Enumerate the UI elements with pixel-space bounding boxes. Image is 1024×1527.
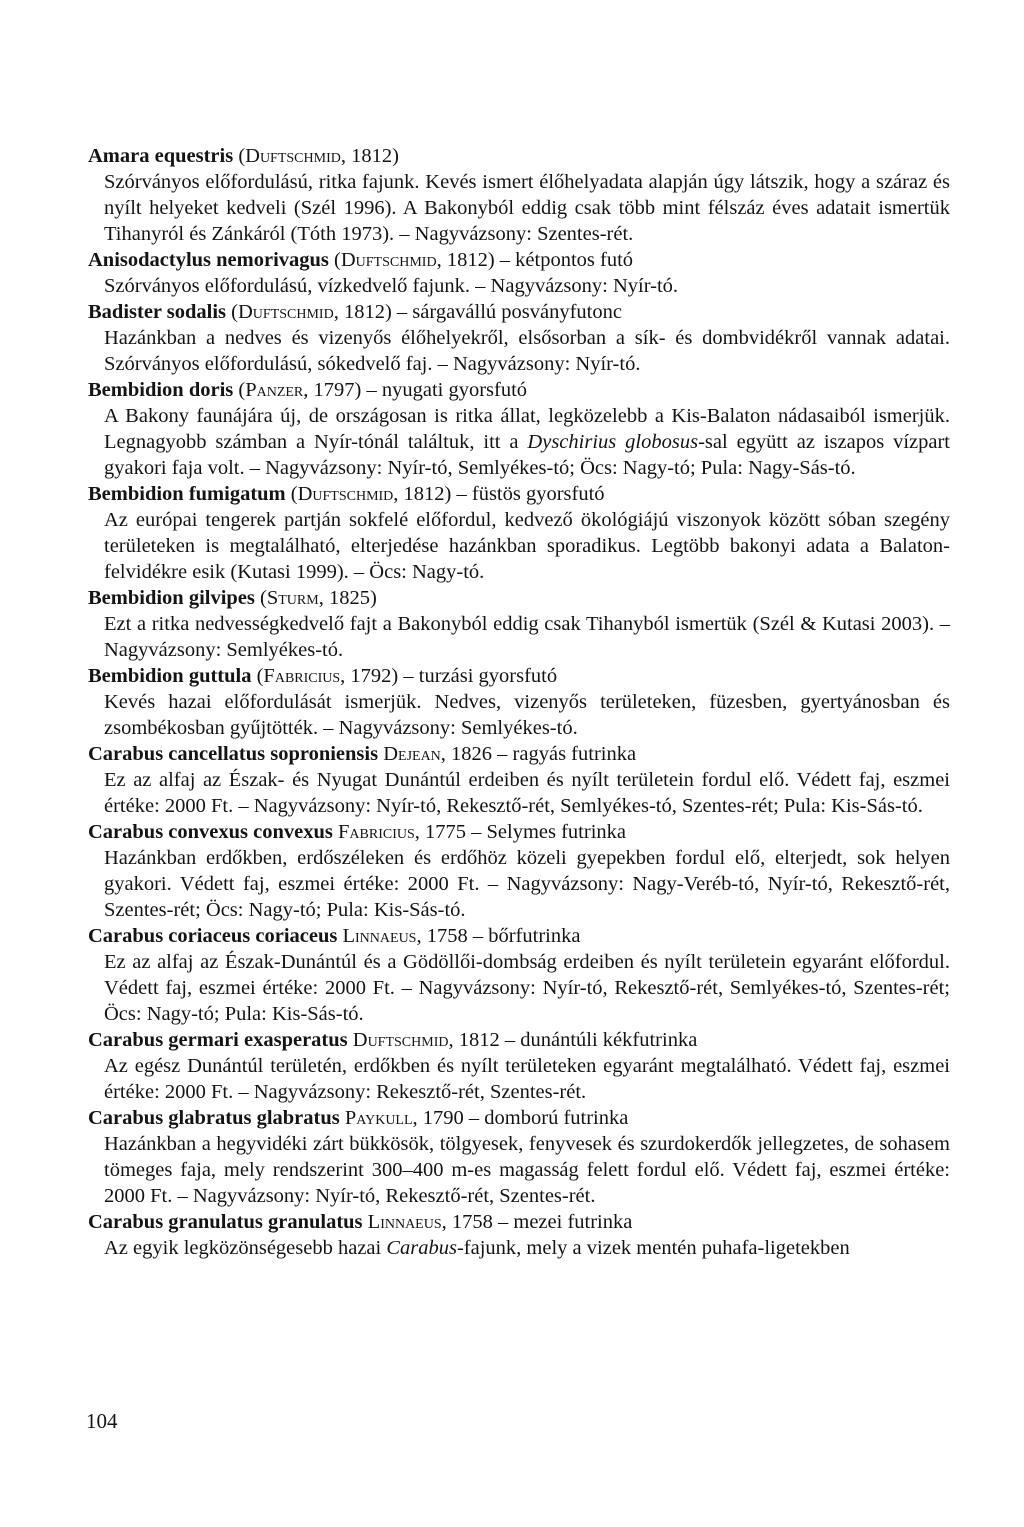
- species-entry: [88, 1209, 950, 1261]
- species-author: (Panzer, 1797): [238, 379, 362, 401]
- species-entry: [88, 819, 950, 923]
- species-author: Paykull, 1790: [344, 1107, 464, 1129]
- common-name: – bőrfutrinka: [467, 925, 581, 947]
- species-entry: [88, 663, 950, 741]
- entry-heading: [88, 299, 950, 325]
- species-entry: [88, 299, 950, 377]
- entry-heading: [88, 741, 950, 767]
- species-name: Badister sodalis: [88, 301, 227, 323]
- entry-description: Ezt a ritka nedvességkedvelő fajt a Bakonyból eddig csak Tihanyból ismertük (Szél & Kutasi 2003). – Nagyvázsony: Semlyékes-tó.: [104, 613, 950, 661]
- species-name: Carabus cancellatus soproniensis: [88, 743, 379, 765]
- entry-heading: [88, 1209, 950, 1235]
- entry-description: Hazánkban erdőkben, erdőszéleken és erdőhöz közeli gyepekben fordul elő, elterjedt, sok helyen gyakori. Védett faj, eszmei értéke: 2000 Ft. – Nagyvázsony: Nagy-Veréb-tó, Nyír-tó, Rekesztő-rét, Szentes-rét; Öcs: Nagy-tó; Pula: Kis-Sás-tó.: [104, 847, 950, 921]
- common-name: – domború futrinka: [463, 1107, 629, 1129]
- entry-heading: [88, 663, 950, 689]
- species-author: Fabricius, 1775: [338, 821, 467, 843]
- entry-description: Kevés hazai előfordulását ismerjük. Nedves, vizenyős területeken, füzesben, gyertyánosban és zsombékosban gyűjtötték. – Nagyvázsony: Semlyékes-tó.: [104, 691, 950, 739]
- species-name: Carabus granulatus granulatus: [88, 1211, 363, 1233]
- species-reference: Dyschirius globosus: [527, 431, 699, 453]
- species-name: Bembidion guttula: [88, 665, 252, 687]
- species-entry: [88, 1105, 950, 1209]
- species-author: Linnaeus, 1758: [342, 925, 468, 947]
- species-name: Carabus glabratus glabratus: [88, 1107, 340, 1129]
- common-name: – mezei futrinka: [492, 1211, 633, 1233]
- species-author: Dejean, 1826: [383, 743, 493, 765]
- description-text: A Bakony faunájára új, de országosan is ritka állat, legközelebb a Kis-Balaton nádasaiból ismerjük. Legnagyobb számban a Nyír-tónál találtuk, itt a: [104, 405, 950, 453]
- species-reference: Carabus: [386, 1237, 457, 1259]
- entry-description: [104, 403, 950, 481]
- entry-description: [104, 1235, 950, 1261]
- common-name: – nyugati gyorsfutó: [361, 379, 528, 401]
- species-author: (Fabricius, 1792): [256, 665, 399, 687]
- entry-description: Az egész Dunántúl területén, erdőkben és nyílt területeken egyaránt megtalálható. Védett faj, eszmei értéke: 2000 Ft. – Nagyvázsony: Rekesztő-rét, Szentes-rét.: [104, 1055, 950, 1103]
- entry-heading: [88, 1027, 950, 1053]
- entry-heading: [88, 143, 950, 169]
- species-entry: [88, 377, 950, 481]
- entry-description: Szórványos előfordulású, ritka fajunk. Kevés ismert élőhelyadata alapján úgy látszik, hogy a száraz és nyílt helyeket kedveli (Szél 1996). A Bakonyból eddig csak több mint félszáz éves adatait ismertük Tihanyról és Zánkáról (Tóth 1973). – Nagyvázsony: Szentes-rét.: [104, 171, 950, 245]
- description-text: Az egyik legközönségesebb hazai: [104, 1237, 387, 1259]
- species-author: (Duftschmid, 1812): [290, 483, 452, 505]
- entry-heading: [88, 377, 950, 403]
- entry-description: Ez az alfaj az Észak-Dunántúl és a Gödöllői-dombság erdeiben és nyílt területein egyaránt előfordul. Védett faj, eszmei értéke: 2000 Ft. – Nagyvázsony: Nyír-tó, Rekesztő-rét, Semlyékes-tó, Szentes-rét; Öcs: Nagy-tó; Pula: Kis-Sás-tó.: [104, 951, 950, 1025]
- species-entry: [88, 923, 950, 1027]
- common-name: – turzási gyorsfutó: [398, 665, 558, 687]
- species-entry: [88, 741, 950, 819]
- species-author: (Duftschmid, 1812): [334, 249, 495, 271]
- species-entry: [88, 247, 950, 299]
- species-entry: [88, 585, 950, 663]
- entry-heading: [88, 819, 950, 845]
- entry-heading: [88, 923, 950, 949]
- description-text: -sal együtt az iszapos vízpart gyakori faja volt. – Nagyvázsony: Nyír-tó, Semlyékes-tó; Öcs: Nagy-tó; Pula: Nagy-Sás-tó.: [104, 431, 950, 479]
- common-name: – füstös gyorsfutó: [451, 483, 605, 505]
- species-author: Duftschmid, 1812: [352, 1029, 500, 1051]
- species-author: (Duftschmid, 1812): [238, 145, 399, 167]
- common-name: – dunántúli kékfutrinka: [499, 1029, 698, 1051]
- entry-description: Hazánkban a hegyvidéki zárt bükkösök, tölgyesek, fenyvesek és szurdokerdők jellegzetes, de sohasem tömeges faja, mely rendszerint 300–400 m-es magasság felett fordul elő. Védett faj, eszmei értéke: 2000 Ft. – Nagyvázsony: Nyír-tó, Rekesztő-rét, Szentes-rét.: [104, 1133, 950, 1207]
- entry-description: Hazánkban a nedves és vizenyős élőhelyekről, elsősorban a sík- és dombvidékről vannak adatai. Szórványos előfordulású, sókedvelő faj. – Nagyvázsony: Nyír-tó.: [104, 327, 950, 375]
- species-name: Bembidion fumigatum: [88, 483, 286, 505]
- common-name: – ragyás futrinka: [492, 743, 637, 765]
- species-author: (Duftschmid, 1812): [231, 301, 392, 323]
- description-text: -fajunk, mely a vizek mentén puhafa-ligetekben: [456, 1237, 850, 1259]
- entry-heading: [88, 1105, 950, 1131]
- species-name: Carabus germari exasperatus: [88, 1029, 348, 1051]
- species-entry: [88, 481, 950, 585]
- page-text: [88, 143, 950, 1261]
- species-name: Amara equestris: [88, 145, 234, 167]
- species-name: Bembidion doris: [88, 379, 234, 401]
- common-name: – sárgavállú posványfutonc: [391, 301, 622, 323]
- entry-heading: [88, 247, 950, 273]
- entry-description: Az európai tengerek partján sokfelé előfordul, kedvező ökológiájú viszonyok között sóban szegény területeken is megtalálható, elterjedése hazánkban sporadikus. Legtöbb bakonyi adata a Balaton-felvidékre esik (Kutasi 1999). – Öcs: Nagy-tó.: [104, 509, 950, 583]
- entry-description: Ez az alfaj az Észak- és Nyugat Dunántúl erdeiben és nyílt területein fordul elő. Védett faj, eszmei értéke: 2000 Ft. – Nagyvázsony: Nyír-tó, Rekesztő-rét, Semlyékes-tó, Szentes-rét; Pula: Kis-Sás-tó.: [104, 769, 950, 817]
- species-entry: [88, 1027, 950, 1105]
- species-author: Linnaeus, 1758: [367, 1211, 493, 1233]
- page-number: 104: [86, 1409, 118, 1433]
- species-entry: [88, 143, 950, 247]
- species-name: Carabus convexus convexus: [88, 821, 333, 843]
- entry-heading: [88, 585, 950, 611]
- common-name: – kétpontos futó: [494, 249, 634, 271]
- species-name: Bembidion gilvipes: [88, 587, 255, 609]
- species-name: Anisodactylus nemorivagus: [88, 249, 329, 271]
- common-name: – Selymes futrinka: [466, 821, 627, 843]
- species-author: (Sturm, 1825): [260, 587, 377, 609]
- entry-description: Szórványos előfordulású, vízkedvelő fajunk. – Nagyvázsony: Nyír-tó.: [104, 275, 679, 297]
- species-name: Carabus coriaceus coriaceus: [88, 925, 338, 947]
- entry-heading: [88, 481, 950, 507]
